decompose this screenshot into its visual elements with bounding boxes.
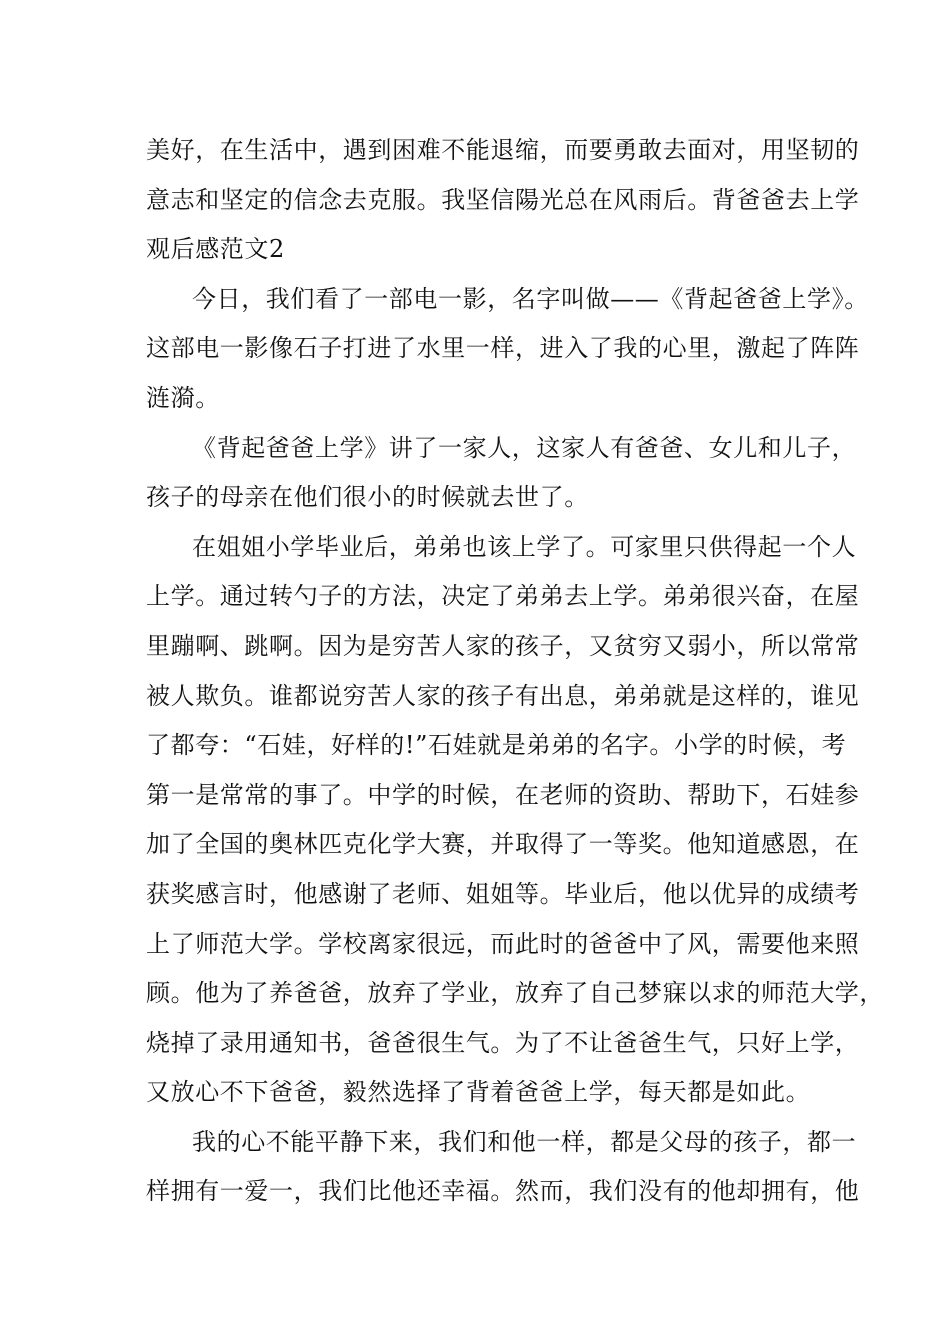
section-heading: 观后感范文2 [146,235,285,264]
paragraph-start: 在姐姐小学毕业后，弟弟也该上学了。可家里只供得起一个人 [192,532,857,561]
text-line: 上学。通过转勺子的方法，决定了弟弟去上学。弟弟很兴奋，在屋 [146,582,860,611]
paragraph-start: 我的心不能平静下来，我们和他一样，都是父母的孩子，都一 [192,1127,857,1156]
text-line: 顾。他为了养爸爸，放弃了学业，放弃了自己梦寐以求的师范大学， [146,979,884,1008]
text-line: 孩子的母亲在他们很小的时候就去世了。 [146,483,589,512]
paragraph-start: 今日，我们看了一部电一影，名字叫做——《背起爸爸上学》。 [192,284,869,313]
paragraph-start: 《背起爸爸上学》讲了一家人，这家人有爸爸、女儿和儿子， [192,433,857,462]
text-line: 里蹦啊、跳啊。因为是穷苦人家的孩子，又贫穷又弱小，所以常常 [146,631,860,660]
text-line: 获奖感言时，他感谢了老师、姐姐等。毕业后，他以优异的成绩考 [146,879,860,908]
document-body [146,126,884,1217]
text-line: 被人欺负。谁都说穷苦人家的孩子有出息，弟弟就是这样的，谁见 [146,681,860,710]
text-line: 了都夸：“石娃，好样的!”石娃就是弟弟的名字。小学的时候，考 [146,731,847,760]
text-line: 第一是常常的事了。中学的时候，在老师的资助、帮助下，石娃参 [146,780,860,809]
text-line: 加了全国的奥林匹克化学大赛，并取得了一等奖。他知道感恩，在 [146,830,860,859]
text-line: 意志和坚定的信念去克服。我坚信陽光总在风雨后。背爸爸去上学 [146,185,860,214]
text-line: 又放心不下爸爸，毅然选择了背着爸爸上学，每天都是如此。 [146,1078,811,1107]
text-line: 这部电一影像石子打进了水里一样，进入了我的心里，激起了阵阵 [146,334,860,363]
text-line: 上了师范大学。学校离家很远，而此时的爸爸中了风，需要他来照 [146,929,860,958]
text-line: 样拥有一爱一，我们比他还幸福。然而，我们没有的他却拥有，他 [146,1177,860,1206]
text-line: 涟漪。 [146,383,220,412]
text-line: 烧掉了录用通知书，爸爸很生气。为了不让爸爸生气，只好上学， [146,1028,860,1057]
text-line: 美好，在生活中，遇到困难不能退缩，而要勇敢去面对，用坚韧的 [146,136,860,164]
